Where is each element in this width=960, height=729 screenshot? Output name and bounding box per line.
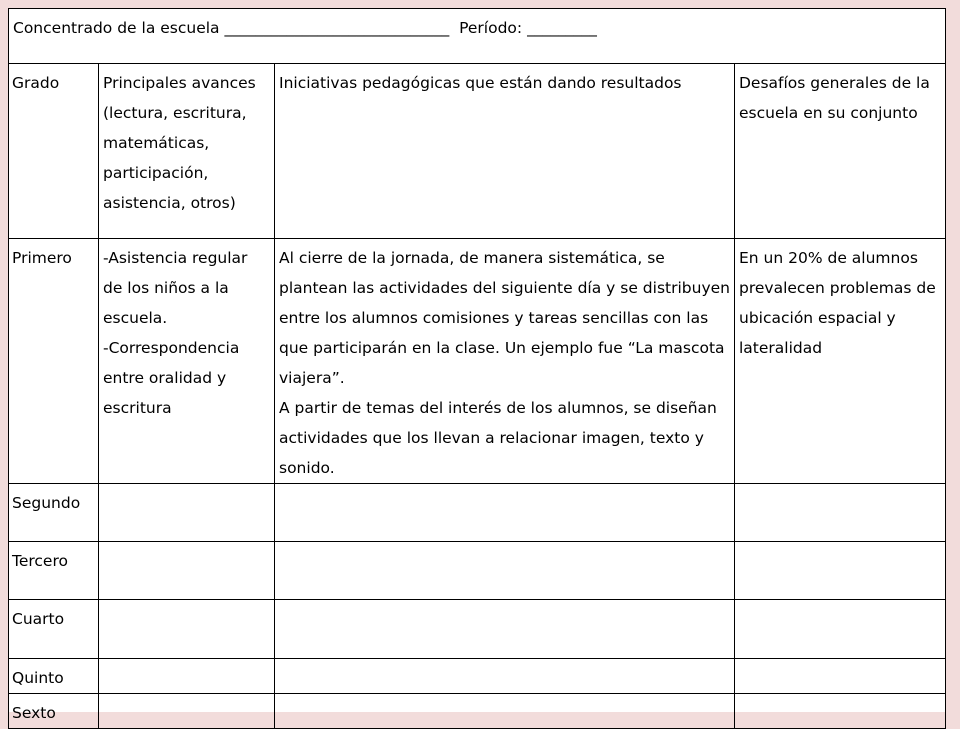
table-row — [9, 659, 946, 694]
empty-cell — [275, 694, 735, 729]
empty-cell — [735, 600, 946, 659]
empty-cell — [99, 600, 275, 659]
title-row — [9, 9, 946, 64]
empty-cell — [735, 694, 946, 729]
empty-cell — [735, 484, 946, 542]
grado-cell: Segundo — [9, 484, 99, 542]
table-row — [9, 484, 946, 542]
avance-item: -Correspondencia entre oralidad y escritura — [103, 339, 240, 417]
header-avances-title: Principales avances — [103, 74, 256, 92]
empty-cell — [275, 542, 735, 600]
empty-cell — [735, 659, 946, 694]
header-avances-detail: (lectura, escritura, matemáticas, participación, asistencia, otros) — [103, 104, 247, 212]
period-blank: _________ — [527, 19, 597, 37]
grado-cell: Quinto — [9, 659, 99, 694]
table-row — [9, 239, 946, 484]
header-avances — [99, 64, 275, 239]
grado-cell: Cuarto — [9, 600, 99, 659]
empty-cell — [99, 542, 275, 600]
empty-cell — [275, 659, 735, 694]
avance-item: -Asistencia regular de los niños a la escuela. — [103, 249, 248, 327]
school-label: Concentrado de la escuela — [13, 19, 220, 37]
empty-cell — [99, 694, 275, 729]
avances-cell — [99, 239, 275, 484]
period-label: Período: — [459, 19, 523, 37]
header-row — [9, 64, 946, 239]
grado-cell: Tercero — [9, 542, 99, 600]
document-page — [8, 8, 945, 722]
concentrado-table — [8, 8, 946, 729]
header-desafios: Desafíos generales de la escuela en su conjunto — [735, 64, 946, 239]
title-cell — [9, 9, 946, 64]
empty-cell — [99, 484, 275, 542]
grado-cell: Primero — [9, 239, 99, 484]
table-row — [9, 600, 946, 659]
empty-cell — [275, 484, 735, 542]
empty-cell — [735, 542, 946, 600]
table-row — [9, 542, 946, 600]
table-row — [9, 694, 946, 729]
iniciativa-paragraph: Al cierre de la jornada, de manera sistemática, se plantean las actividades del siguiente día y se distribuyen entre los alumnos comisiones y tareas sencillas con las que participarán en la clase. Un ejemplo fue “La mascota viajera”. — [279, 249, 730, 387]
empty-cell — [99, 659, 275, 694]
iniciativas-cell — [275, 239, 735, 484]
empty-cell — [275, 600, 735, 659]
header-grado: Grado — [9, 64, 99, 239]
school-blank: _____________________________ — [224, 19, 450, 37]
grado-cell: Sexto — [9, 694, 99, 729]
desafios-cell: En un 20% de alumnos prevalecen problemas de ubicación espacial y lateralidad — [735, 239, 946, 484]
header-iniciativas: Iniciativas pedagógicas que están dando resultados — [275, 64, 735, 239]
iniciativa-paragraph: A partir de temas del interés de los alumnos, se diseñan actividades que los llevan a relacionar imagen, texto y sonido. — [279, 399, 717, 477]
